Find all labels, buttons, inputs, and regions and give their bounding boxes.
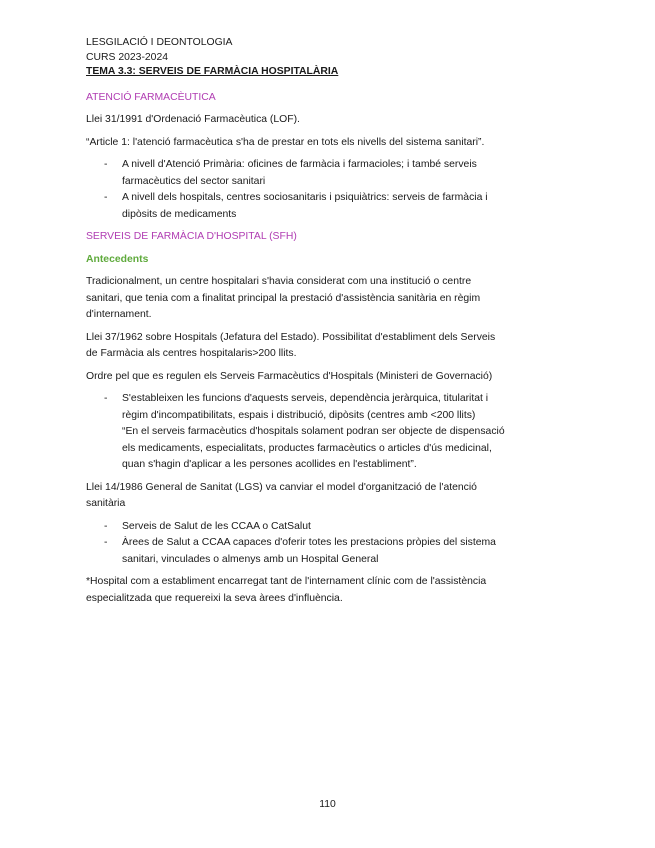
section-heading-sfh: SERVEIS DE FARMÀCIA D'HOSPITAL (SFH) <box>86 231 297 242</box>
atencio-list <box>86 157 506 223</box>
page-number: 110 <box>319 799 336 810</box>
list-item-text: A nivell dels hospitals, centres sociosanitaris i psiquiàtrics: serveis de farmàcia i dipòsits de medicaments <box>122 192 488 220</box>
dash-bullet: - <box>104 520 108 532</box>
list-item <box>86 535 506 568</box>
paragraph-tradicionalment: Tradicionalment, un centre hospitalari s'havia considerat com una institució o centre sanitari, que tenia com a finalitat principal la prestació d'assistència sanitària en règim d'internament. <box>86 276 481 320</box>
course-title: LESGILACIÓ I DEONTOLOGIA <box>86 37 233 48</box>
footnote: *Hospital com a establiment encarregat tant de l'internament clínic com de l'assistència especialitzada que requereixi la seva àrees d'influència. <box>86 576 487 604</box>
article-1-quote: “Article 1: l'atenció farmacèutica s'ha de prestar en tots els nivells del sistema sanitari”. <box>86 136 485 148</box>
lgs-list <box>86 519 506 569</box>
paragraph-ordre: Ordre pel que es regulen els Serveis Farmacèutics d'Hospitals (Ministeri de Governació) <box>86 370 493 382</box>
list-item <box>86 190 506 223</box>
list-item-text: Serveis de Salut de les CCAA o CatSalut <box>122 520 311 532</box>
section-heading-atencio: ATENCIÓ FARMACÈUTICA <box>86 91 216 103</box>
list-item <box>86 157 506 190</box>
dash-bullet: - <box>104 159 108 170</box>
paragraph-llei-1962: Llei 37/1962 sobre Hospitals (Jefatura del Estado). Possibilitat d'establiment dels Serveis de Farmàcia als centres hospitalaris>200 llits. <box>86 331 496 359</box>
dash-bullet: - <box>104 393 108 404</box>
ordre-list <box>86 391 506 474</box>
lof-law: Llei 31/1991 d'Ordenació Farmacèutica (LOF). <box>86 114 300 125</box>
course-year: CURS 2023-2024 <box>86 51 169 63</box>
list-item-text: Àrees de Salut a CCAA capaces d'oferir totes les prestacions pròpies del sistema sanitari, vinculades o almenys amb un Hospital General <box>122 537 496 565</box>
list-item <box>86 519 506 536</box>
dash-bullet: - <box>104 537 108 548</box>
topic-title: TEMA 3.3: SERVEIS DE FARMÀCIA HOSPITALÀRIA <box>86 66 339 77</box>
subheading-antecedents: Antecedents <box>86 253 149 265</box>
page-content <box>86 36 506 613</box>
list-item <box>86 391 506 474</box>
list-item-text: S'estableixen les funcions d'aquests serveis, dependència jeràrquica, titularitat i règim d'incompatibilitats, espais i distribució, dipòsits (centres amb <200 llits) <box>122 393 489 421</box>
list-item-text: A nivell d'Atenció Primària: oficines de farmàcia i farmacioles; i també serveis farmacèutics del sector sanitari <box>122 159 477 187</box>
paragraph-lgs: Llei 14/1986 General de Sanitat (LGS) va canviar el model d'organització de l'atenció sanitària <box>86 481 477 509</box>
ordre-quote: “En el serveis farmacèutics d'hospitals solament podran ser objecte de dispensació els medicaments, especialitats, productes farmacèutics o articles d'ús medicinal, quan s'hagin d'aplicar a les persones acollides en l'establiment”. <box>122 426 505 470</box>
dash-bullet: - <box>104 192 108 203</box>
